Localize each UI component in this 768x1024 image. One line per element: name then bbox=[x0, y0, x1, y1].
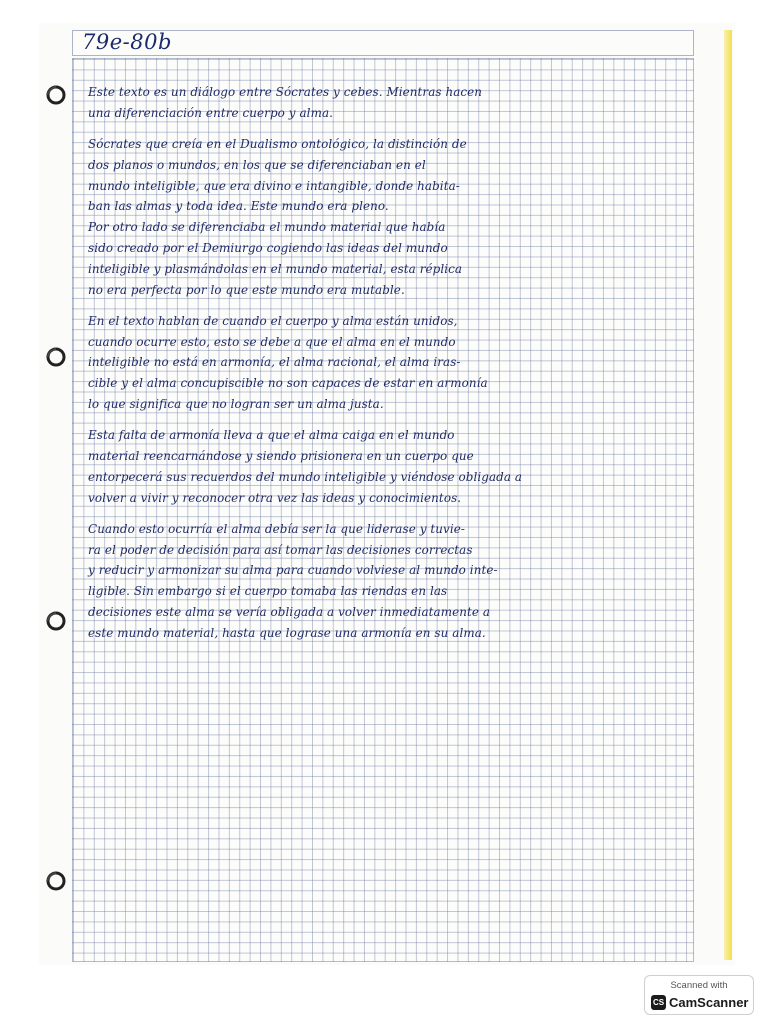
text-line: Esta falta de armonía lleva a que el alma caiga en el mundo bbox=[88, 428, 455, 443]
text-line: Cuando esto ocurría el alma debía ser la que liderase y tuvie- bbox=[88, 521, 466, 536]
text-line: entorpecerá sus recuerdos del mundo inteligible y viéndose obligada a bbox=[88, 469, 523, 484]
text-line: lo que significa que no logran ser un alma justa. bbox=[88, 396, 384, 411]
text-line: inteligible no está en armonía, el alma racional, el alma iras- bbox=[88, 355, 461, 370]
text-line: ban las almas y toda idea. Este mundo era pleno. bbox=[88, 199, 389, 214]
text-line: Sócrates que creía en el Dualismo ontológico, la distinción de bbox=[88, 136, 467, 151]
paragraph bbox=[88, 519, 660, 644]
text-line: Por otro lado se diferenciaba el mundo material que había bbox=[88, 220, 446, 235]
camscanner-logo-icon: CS bbox=[651, 995, 666, 1010]
paragraph bbox=[88, 311, 660, 415]
text-line: cuando ocurre esto, esto se debe a que el alma en el mundo bbox=[88, 334, 456, 349]
text-line: ligible. Sin embargo si el cuerpo tomaba las riendas en las bbox=[88, 584, 448, 599]
handwritten-text bbox=[88, 82, 660, 654]
scanner-watermark bbox=[644, 975, 754, 1015]
text-line: decisiones este alma se vería obligada a volver inmediatamente a bbox=[88, 604, 491, 619]
scanner-watermark-name: CamScanner bbox=[669, 994, 749, 1010]
text-line: mundo inteligible, que era divino e intangible, donde habita- bbox=[88, 178, 460, 193]
text-line: inteligible y plasmándolas en el mundo material, esta réplica bbox=[88, 261, 463, 276]
text-line: Este texto es un diálogo entre Sócrates y cebes. Mientras hacen bbox=[88, 85, 483, 99]
text-line: no era perfecta por lo que este mundo era mutable. bbox=[88, 282, 405, 297]
text-line: volver a vivir y reconocer otra vez las ideas y conocimientos. bbox=[88, 490, 462, 505]
binder-ring-icon bbox=[44, 870, 66, 892]
page-reference: 79e-80b bbox=[82, 30, 172, 54]
binder-ring-icon bbox=[44, 346, 66, 368]
text-line: En el texto hablan de cuando el cuerpo y alma están unidos, bbox=[88, 313, 458, 328]
text-line: y reducir y armonizar su alma para cuando volviese al mundo inte- bbox=[88, 563, 498, 578]
scanner-watermark-brand bbox=[651, 993, 748, 1011]
paragraph bbox=[88, 82, 660, 124]
binder-ring-icon bbox=[44, 84, 66, 106]
text-line: cible y el alma concupiscible no son capaces de estar en armonía bbox=[88, 376, 488, 391]
paragraph bbox=[88, 425, 660, 508]
text-line: este mundo material, hasta que lograse una armonía en su alma. bbox=[88, 625, 486, 640]
paragraph bbox=[88, 134, 660, 300]
binder-ring-icon bbox=[44, 610, 66, 632]
text-line: dos planos o mundos, en los que se diferenciaban en el bbox=[88, 157, 426, 172]
notebook-cover-edge bbox=[724, 30, 732, 960]
text-line: una diferenciación entre cuerpo y alma. bbox=[88, 105, 334, 120]
text-line: material reencarnándose y siendo prisionera en un cuerpo que bbox=[88, 448, 474, 463]
text-line: sido creado por el Demiurgo cogiendo las ideas del mundo bbox=[88, 240, 448, 255]
scanner-watermark-caption: Scanned with bbox=[670, 980, 728, 991]
text-line: ra el poder de decisión para así tomar las decisiones correctas bbox=[88, 542, 473, 557]
